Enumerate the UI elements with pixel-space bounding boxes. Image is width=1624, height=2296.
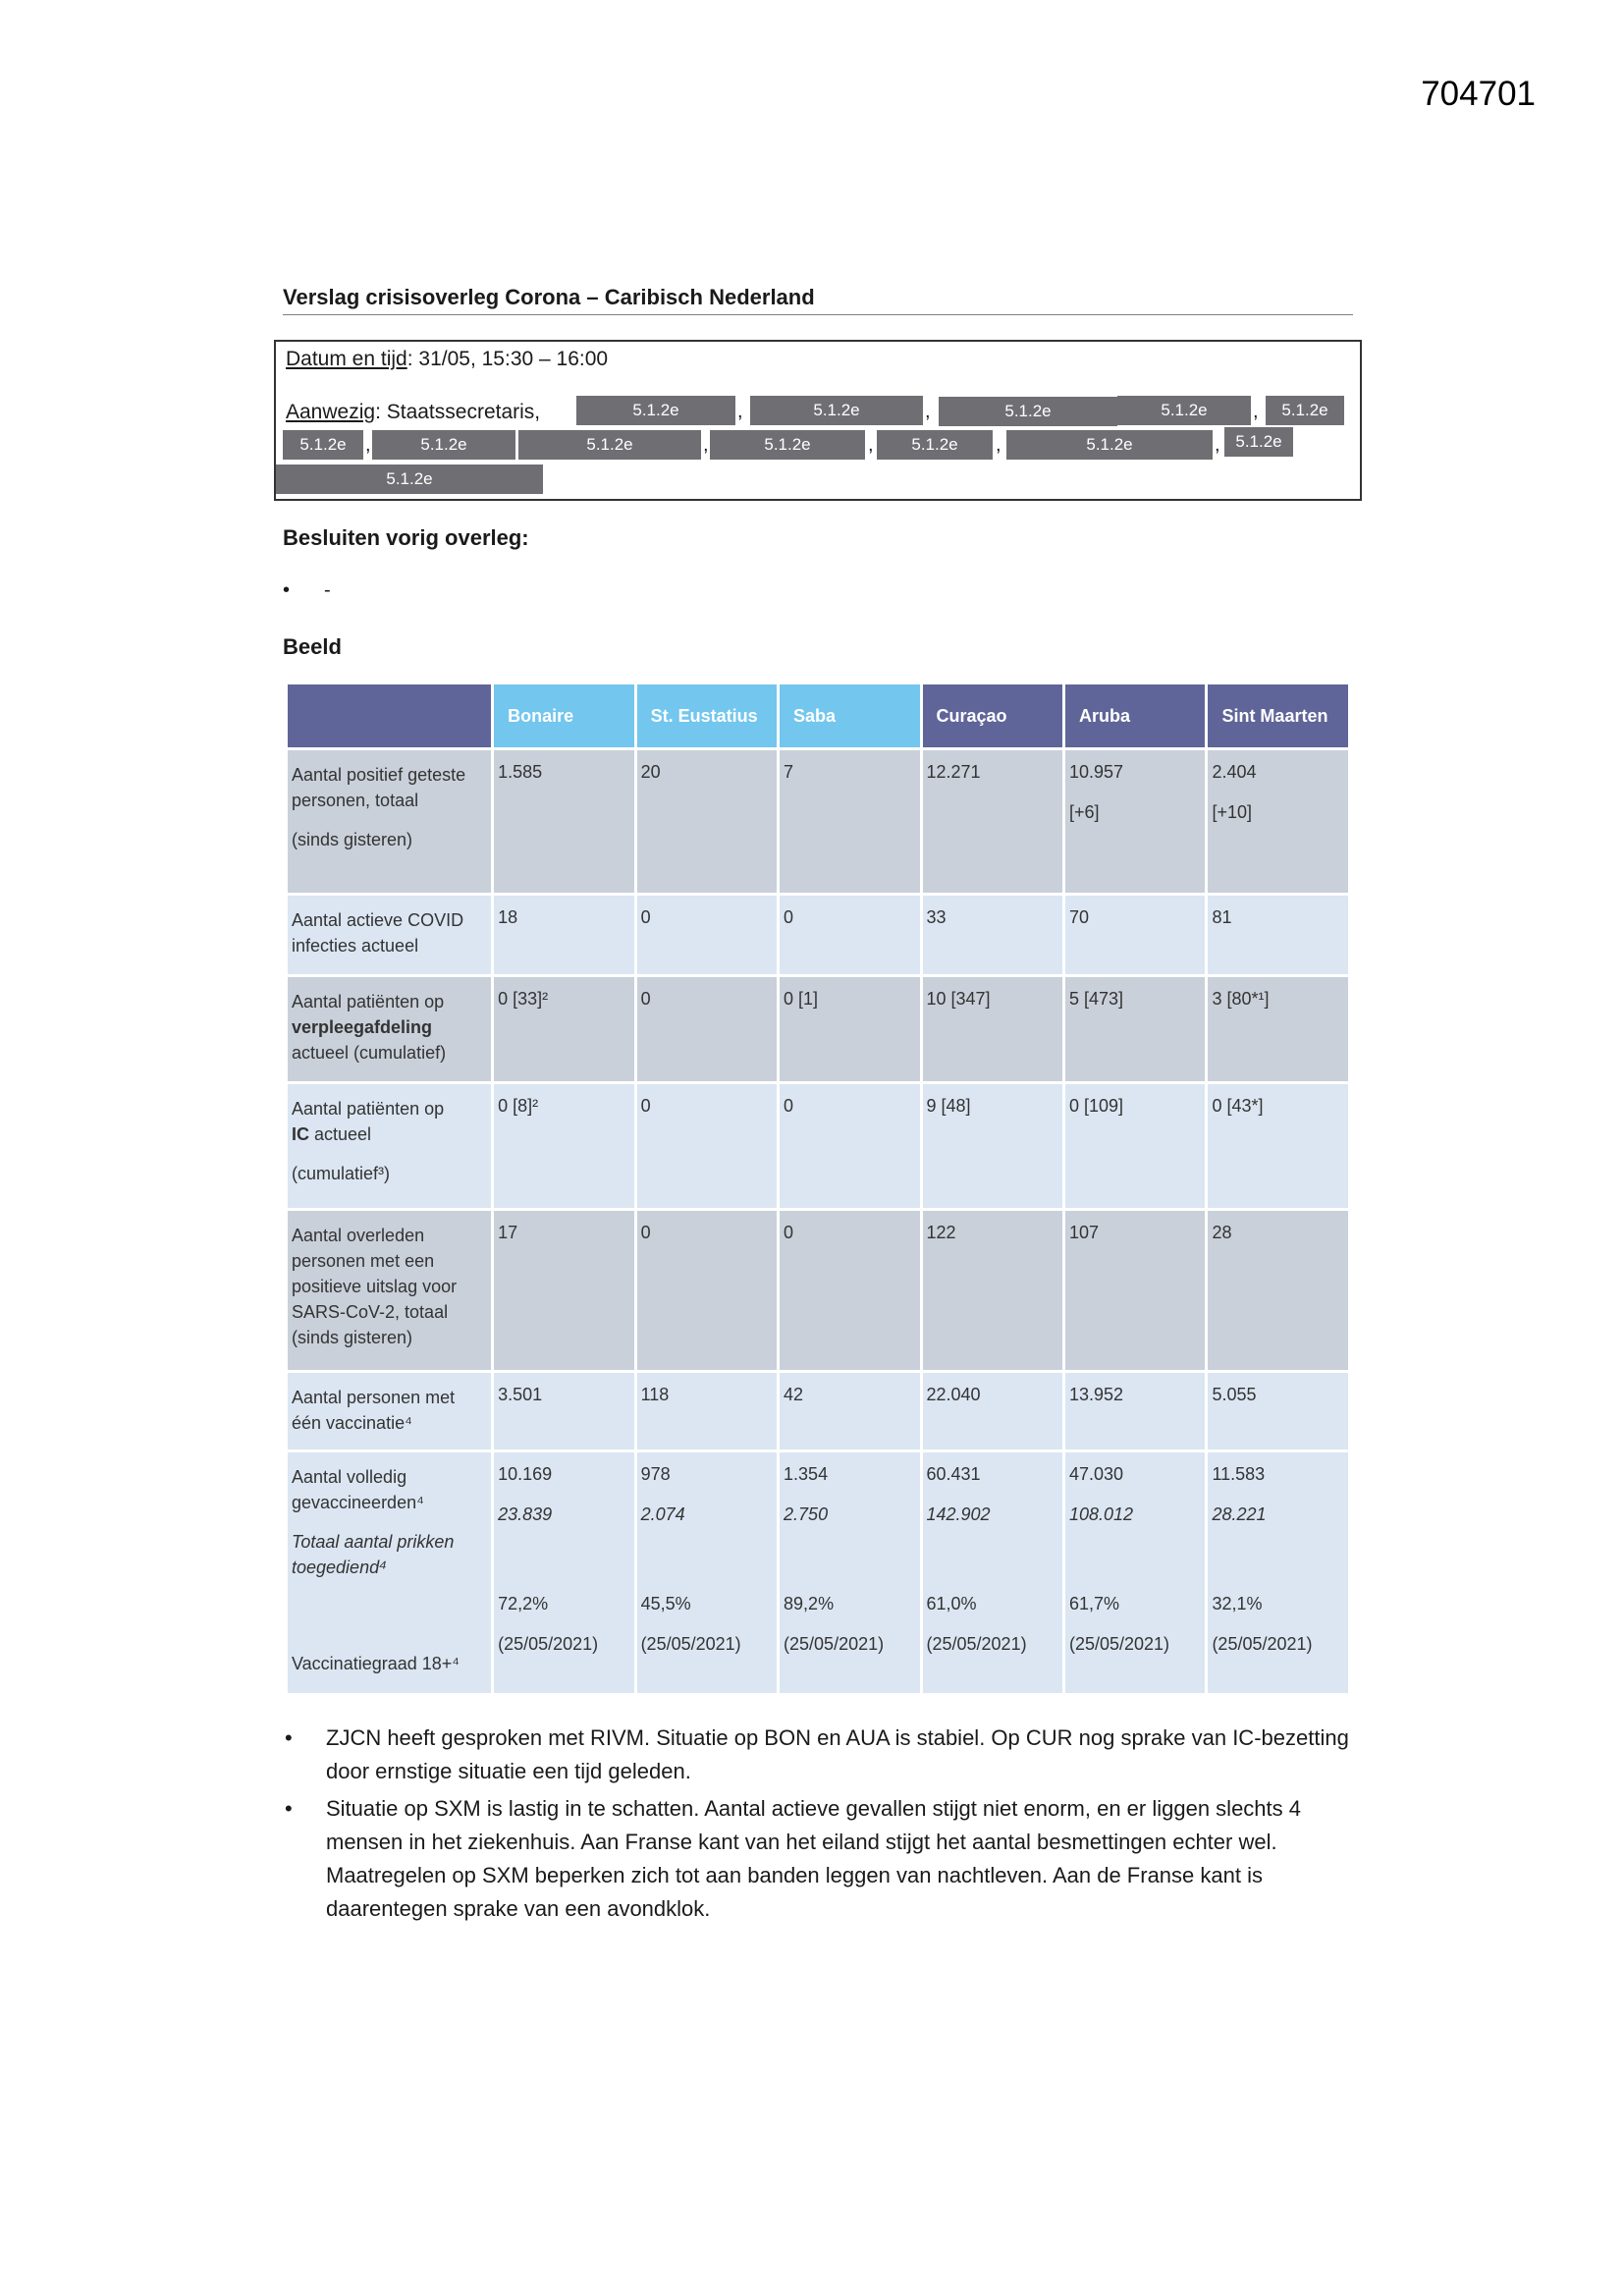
redaction-box: 5.1.2e <box>877 430 993 460</box>
previous-decisions-item: • - <box>283 579 331 601</box>
redaction-box: 5.1.2e <box>1224 427 1293 457</box>
column-header: Sint Maarten <box>1208 684 1348 747</box>
picture-heading: Beeld <box>283 634 342 659</box>
redaction-box: 5.1.2e <box>710 430 865 460</box>
table-cell: 11.583 28.221 32,1% (25/05/2021) <box>1208 1452 1348 1693</box>
table-cell: 20 <box>637 750 777 893</box>
table-cell: 9 [48] <box>923 1084 1062 1208</box>
table-cell: 0 <box>780 1084 919 1208</box>
table-cell: 10.169 23.839 72,2% (25/05/2021) <box>494 1452 633 1693</box>
table-cell: 1.585 <box>494 750 633 893</box>
table-cell: 0 <box>637 896 777 974</box>
table-cell: 5 [473] <box>1065 977 1205 1081</box>
redaction-box: 5.1.2e <box>1006 430 1213 460</box>
redaction-box: 5.1.2e <box>372 430 515 460</box>
table-cell: 17 <box>494 1211 633 1370</box>
table-row <box>288 1084 1348 1208</box>
table-cell: 978 2.074 45,5% (25/05/2021) <box>637 1452 777 1693</box>
table-cell: 70 <box>1065 896 1205 974</box>
table-cell: 107 <box>1065 1211 1205 1370</box>
table-cell: 81 <box>1208 896 1348 974</box>
redaction-box: 5.1.2e <box>276 465 543 494</box>
table-cell: 10.957 [+6] <box>1065 750 1205 893</box>
table-cell: 13.952 <box>1065 1373 1205 1449</box>
column-header: Bonaire <box>494 684 633 747</box>
redaction-box: 5.1.2e <box>939 397 1117 426</box>
table-cell: 0 [1] <box>780 977 919 1081</box>
table-cell: 0 [8]² <box>494 1084 633 1208</box>
table-row <box>288 1373 1348 1449</box>
meeting-info-box: Datum en tijd: 31/05, 15:30 – 16:00 Aanwezig: Staatssecretaris, 5.1.2e , 5.1.2e , 5.1.2e 5.1.2e , 5.1.2e 5.1.2e , 5.1.2e 5.1.2e , 5.1.2e , 5.1.2e , 5.1.2e , 5.1.2e 5.1.2e <box>274 340 1362 501</box>
table-cell: 2.404 [+10] <box>1208 750 1348 893</box>
table-cell: 12.271 <box>923 750 1062 893</box>
table-row <box>288 750 1348 893</box>
table-cell: 0 <box>780 896 919 974</box>
row-label: Aantal positief geteste personen, totaal (sinds gisteren) <box>288 750 491 893</box>
page-title: Verslag crisisoverleg Corona – Caribisch Nederland <box>283 285 1353 315</box>
present-value: : Staatssecretaris, <box>375 401 541 423</box>
table-row <box>288 1452 1348 1693</box>
table-cell: 18 <box>494 896 633 974</box>
table-cell: 1.354 2.750 89,2% (25/05/2021) <box>780 1452 919 1693</box>
row-label: Aantal overleden personen met een positieve uitslag voor SARS-CoV-2, totaal (sinds gisteren) <box>288 1211 491 1370</box>
table-cell: 10 [347] <box>923 977 1062 1081</box>
table-cell: 0 [43*] <box>1208 1084 1348 1208</box>
previous-decisions-heading: Besluiten vorig overleg: <box>283 525 529 550</box>
column-header: Curaçao <box>923 684 1062 747</box>
table-cell: 7 <box>780 750 919 893</box>
table-cell: 3 [80*¹] <box>1208 977 1348 1081</box>
table-cell: 28 <box>1208 1211 1348 1370</box>
notes-list <box>285 1722 1355 1930</box>
row-label: Aantal volledig gevaccineerden⁴ Totaal aantal prikken toegediend⁴ Vaccinatiegraad 18+⁴ <box>288 1452 491 1693</box>
covid-statistics-table <box>285 682 1351 1696</box>
table-row <box>288 896 1348 974</box>
present-line <box>286 401 540 424</box>
list-item: • Situatie op SXM is lastig in te schatten. Aantal actieve gevallen stijgt niet enorm, en er liggen slechts 4 mensen in het ziekenhuis. Aan Franse kant van het eiland stijgt het aantal besmettingen echter wel. Maatregelen op SXM beperken zich tot aan banden leggen van nachtleven. Aan de Franse kant is daarentegen sprake van een avondklok. <box>285 1792 1355 1926</box>
table-cell: 60.431 142.902 61,0% (25/05/2021) <box>923 1452 1062 1693</box>
column-header: Aruba <box>1065 684 1205 747</box>
table-cell: 5.055 <box>1208 1373 1348 1449</box>
table-cell: 118 <box>637 1373 777 1449</box>
table-cell: 0 <box>637 977 777 1081</box>
table-cell: 122 <box>923 1211 1062 1370</box>
column-header: Saba <box>780 684 919 747</box>
table-cell: 3.501 <box>494 1373 633 1449</box>
row-label: Aantal patiënten op IC actueel (cumulatief³) <box>288 1084 491 1208</box>
present-label: Aanwezig <box>286 401 376 423</box>
table-cell: 47.030 108.012 61,7% (25/05/2021) <box>1065 1452 1205 1693</box>
row-label: Aantal personen met één vaccinatie⁴ <box>288 1373 491 1449</box>
table-cell: 0 <box>637 1211 777 1370</box>
date-label: Datum en tijd <box>286 348 407 370</box>
redaction-box: 5.1.2e <box>283 430 363 460</box>
table-cell: 0 <box>780 1211 919 1370</box>
document-number: 704701 <box>1421 75 1536 113</box>
redaction-box: 5.1.2e <box>576 396 735 425</box>
redaction-box: 5.1.2e <box>1117 396 1251 425</box>
redaction-box: 5.1.2e <box>1266 396 1344 425</box>
redaction-box: 5.1.2e <box>750 396 923 425</box>
table-cell: 42 <box>780 1373 919 1449</box>
table-cell: 22.040 <box>923 1373 1062 1449</box>
table-row <box>288 977 1348 1081</box>
table-cell: 33 <box>923 896 1062 974</box>
table-cell: 0 [109] <box>1065 1084 1205 1208</box>
table-cell: 0 <box>637 1084 777 1208</box>
row-label: Aantal patiënten op verpleegafdeling actueel (cumulatief) <box>288 977 491 1081</box>
table-header-row <box>288 684 1348 747</box>
column-header: St. Eustatius <box>637 684 777 747</box>
row-label: Aantal actieve COVID infecties actueel <box>288 896 491 974</box>
redaction-box: 5.1.2e <box>518 430 701 460</box>
table-cell: 0 [33]² <box>494 977 633 1081</box>
header-corner <box>288 684 491 747</box>
date-value: : 31/05, 15:30 – 16:00 <box>406 348 609 370</box>
table-row <box>288 1211 1348 1370</box>
date-line <box>286 348 608 371</box>
list-item: • ZJCN heeft gesproken met RIVM. Situatie op BON en AUA is stabiel. Op CUR nog sprake van IC-bezetting door ernstige situatie een tijd geleden. <box>285 1722 1355 1788</box>
